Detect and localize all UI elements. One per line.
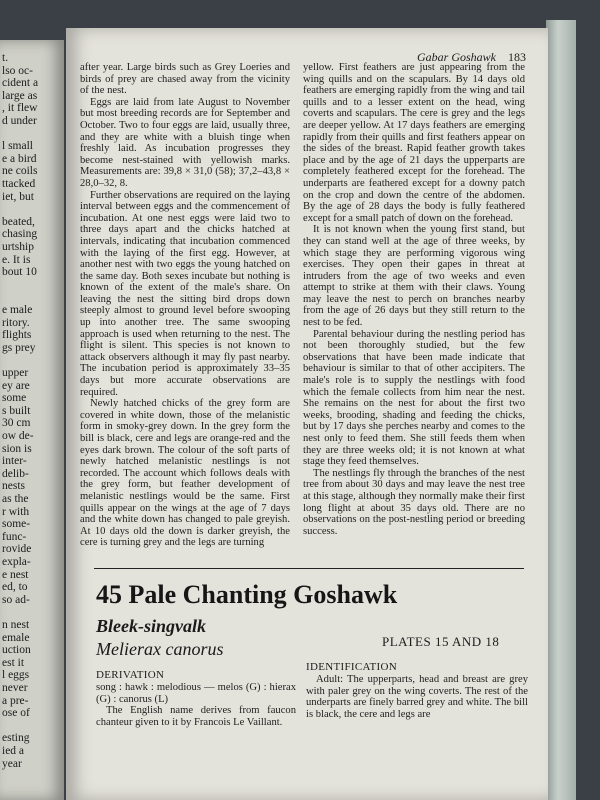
paragraph: It is not known when the young first stand, but they can stand well at the age of three weeks, by which stage they are performing vigorous wing exercises. They open their gapes in threat at intruders from the age of two weeks and even attempt to strike at them with their claws. Young may leave the nest to perch on branches nearby from the age of 26 days but they still return to the nest to be fed. bbox=[303, 224, 525, 329]
plates-reference: PLATES 15 AND 18 bbox=[382, 634, 500, 649]
left-page-fragment: n nest bbox=[2, 619, 30, 631]
left-page-fragment: ne coils bbox=[2, 165, 38, 178]
left-page-fragment: , it flew bbox=[2, 102, 38, 115]
left-page-fragment: l small bbox=[2, 140, 33, 153]
left-page-fragment: ey are bbox=[2, 379, 30, 392]
left-page-edge bbox=[0, 40, 64, 800]
afrikaans-name: Bleek-singvalk bbox=[96, 616, 206, 636]
text-column-left bbox=[80, 62, 290, 549]
left-page-fragment: ied a bbox=[2, 745, 25, 757]
derivation-heading: DERIVATION bbox=[96, 669, 165, 681]
left-page-fragment: rovide bbox=[2, 543, 32, 556]
paragraph: Parental behaviour during the nestling period has not been thoroughly studied, but the few observations that have been made indicate that behaviour is similar to that of other accipiters. The male's role is to supply the nestlings with food which the female collects from him near the nest. She remains on the nest for about the first two weeks, brooding, shading and feeding the chicks, but by 17 days she perches nearby and comes to the nest only to feed them. She still feeds them when they are three weeks old; it is not known at what stage they feed themselves. bbox=[303, 328, 525, 468]
left-page-fragment: urtship bbox=[2, 241, 34, 253]
left-page-fragment: bout 10 bbox=[2, 266, 37, 279]
left-page-fragment: d under bbox=[2, 115, 37, 127]
left-page-fragment: uction bbox=[2, 644, 31, 657]
left-page-fragment: as the bbox=[2, 493, 29, 505]
left-page-fragment: lso oc- bbox=[2, 64, 33, 77]
left-page-fragment: beated, bbox=[2, 215, 35, 228]
text-column-right bbox=[303, 62, 525, 537]
left-page-fragment: never bbox=[2, 682, 28, 694]
left-page-fragment: upper bbox=[2, 367, 29, 379]
scientific-name: Melierax canorus bbox=[96, 639, 224, 659]
book-edge bbox=[546, 20, 576, 800]
left-page-fragment: ow de- bbox=[2, 430, 34, 442]
derivation-english: The English name derives from faucon chanteur given to it by Francois Le Vaillant. bbox=[96, 705, 296, 728]
left-page-fragment: cident a bbox=[2, 77, 39, 90]
identification-text bbox=[306, 674, 528, 720]
left-page-fragment: year bbox=[2, 757, 22, 770]
left-page-fragment: ose of bbox=[2, 707, 30, 720]
left-page-fragment: nests bbox=[2, 480, 25, 493]
paragraph: Further observations are required on the laying interval between eggs and the commencement of incubation. At one nest eggs were laid two to three days apart and the chicks hatched at intervals, indicating that incubation commenced with the laying of the first egg. However, at another nest with two eggs the young hatched on the same day. Both sexes incubate but nothing is known of the extent of the male's share. On leaving the nest the sitting bird drops down steeply almost to ground level before swooping up into another tree. The same swooping approach is used when returning to the nest. The flight is silent. This species is not known to attack observers although it may fly past nearby. The incubation period is approximately 33–35 days but more accurate observations are required. bbox=[80, 189, 290, 398]
identification-adult: Adult: The upperparts, head and breast are grey with paler grey on the wing coverts. The rest of the underparts are finely barred grey and white. The bill is black, the cere and legs are bbox=[306, 674, 528, 720]
left-page-fragment: some bbox=[2, 392, 27, 405]
paragraph: Eggs are laid from late August to November but most breeding records are for September and October. Two to four eggs are laid, usually three, and they are white with a bluish tinge when freshly laid. As incubation progresses they become nest-stained with yellowish marks. Measurements are: 39,8 × 31,0 (58); 37,2–43,8 × 28,0–32, 8. bbox=[80, 96, 290, 189]
page-number: 183 bbox=[508, 50, 526, 64]
derivation-text bbox=[96, 682, 296, 728]
species-title: 45 Pale Chanting Goshawk bbox=[96, 580, 398, 609]
left-page-fragment: large as bbox=[2, 89, 38, 102]
left-page-fragment: ritory. bbox=[2, 316, 30, 329]
left-page-fragment: ttacked bbox=[2, 178, 36, 190]
left-page-fragment: flights bbox=[2, 329, 32, 342]
left-page-fragment: ed, to bbox=[2, 581, 28, 594]
left-page-fragment: some- bbox=[2, 518, 31, 531]
left-page-fragment: l eggs bbox=[2, 669, 30, 682]
left-page-fragment: chasing bbox=[2, 228, 38, 241]
left-page-fragment: inter- bbox=[2, 455, 27, 468]
left-page-fragment: gs prey bbox=[2, 341, 36, 354]
left-page-fragment: emale bbox=[2, 631, 30, 644]
left-page-fragment: e a bird bbox=[2, 152, 37, 165]
left-page-fragment: r with bbox=[2, 505, 30, 518]
paragraph: yellow. First feathers are just appearing from the wing quills and on the scapulars. By 14 days old feathers are emerging rapidly from the wing and tail quills and to a lesser extent on the head, wing coverts and scapulars. The cere is grey and the legs are deeper yellow. At 17 days feathers are emerging rapidly from their quills and first feathers appear on the sides of the breast. Rapid feather growth takes place and by the age of 21 days the upperparts are completely feathered except for the forehead. The underparts are feathered except for a downy patch on the crop and down the centre of the abdomen. By the age of 28 days the body is fully feathered except for a small patch of down on the forehead. bbox=[303, 62, 525, 224]
left-page-fragment: est it bbox=[2, 656, 25, 669]
section-divider bbox=[94, 568, 524, 569]
left-page-fragment: sion is bbox=[2, 442, 32, 455]
derivation-etymology: song : hawk : melodious — melos (G) : hierax (G) : canorus (L) bbox=[96, 682, 296, 705]
left-page-fragment: e nest bbox=[2, 568, 29, 581]
left-page-fragment: so ad- bbox=[2, 593, 30, 606]
left-page-fragment: 30 cm bbox=[2, 417, 31, 430]
paragraph: Newly hatched chicks of the grey form are covered in white down, those of the melanistic form in smoky-grey down. In the grey form the bill is black, cere and legs are orange-red and the eyes dark brown. The colour of the soft parts of newly hatched melanistic nestlings is not recorded. The account which follows deals with the grey form, but feather development of melanistic nestlings would be the same. First quills appear on the wings at the age of 7 days and the white down has changed to pale greyish. At 10 days old the down is darker greyish, the cere is turning grey and the legs are turning bbox=[80, 398, 290, 549]
left-page-fragment: e male bbox=[2, 304, 33, 316]
left-page-fragment: expla- bbox=[2, 556, 31, 568]
book-page bbox=[66, 28, 548, 800]
paragraph: The nestlings fly through the branches of the nest tree from about 30 days and may leave the nest tree at this stage, although they normally make their first long flight at about 35 days old. There are no observations on the post-nestling period or breeding success. bbox=[303, 467, 525, 537]
header-title: Gabar Goshawk bbox=[416, 50, 496, 64]
left-page-fragment: func- bbox=[2, 530, 27, 543]
left-page-fragment: iet, but bbox=[2, 190, 34, 203]
left-page-fragment: a pre- bbox=[2, 694, 29, 707]
left-page-fragment: delib- bbox=[2, 467, 29, 480]
left-page-fragment: t. bbox=[2, 52, 9, 64]
identification-heading: IDENTIFICATION bbox=[306, 661, 397, 673]
left-page-fragment: e. It is bbox=[2, 253, 31, 266]
paragraph: after year. Large birds such as Grey Loeries and birds of prey are chased away from the vicinity of the nest. bbox=[80, 62, 290, 97]
left-page-fragment: s built bbox=[2, 404, 31, 417]
left-page-fragment: esting bbox=[2, 732, 30, 745]
